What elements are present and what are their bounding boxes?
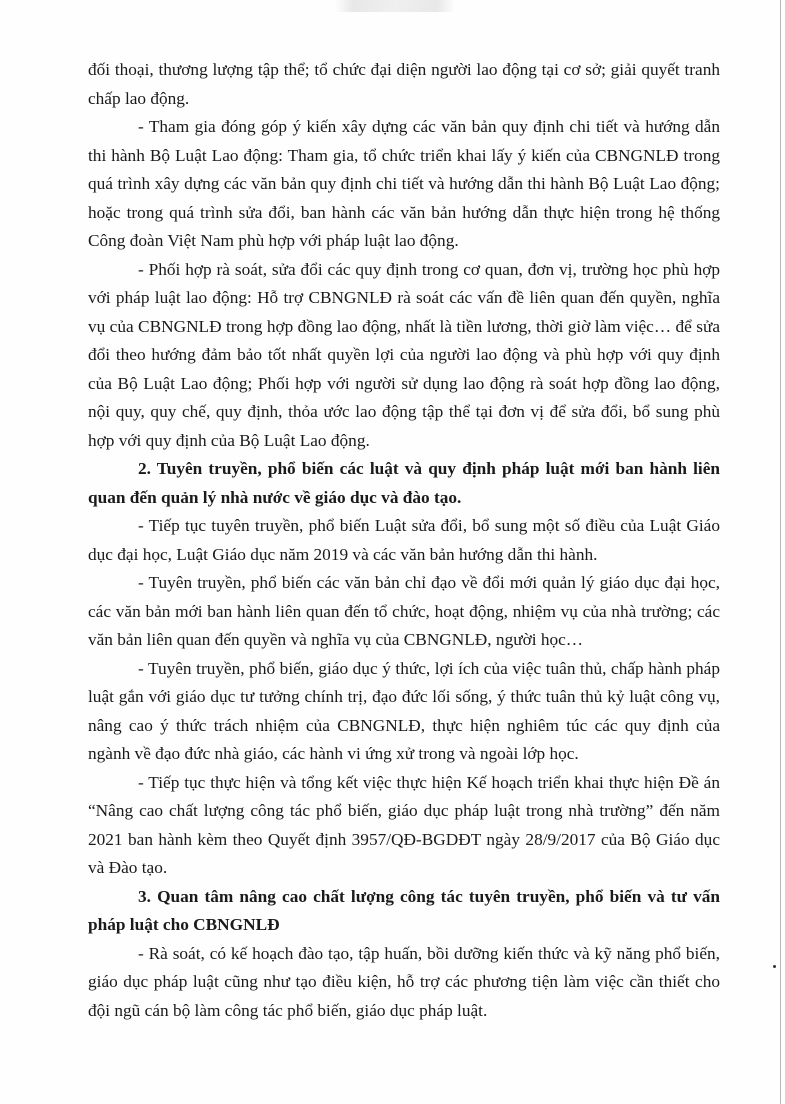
paragraph-project-summary: - Tiếp tục thực hiện và tổng kết việc thực hiện Kế hoạch triển khai thực hiện Đề án “Nâng cao chất lượng công tác phổ biến, giáo dục pháp luật trong nhà trường” đến năm 2021 ban hành kèm theo Quyết định 3957/QĐ-BGDĐT ngày 28/9/2017 của Bộ Giáo dục và Đào tạo. (88, 772, 720, 877)
section-heading-3: 3. Quan tâm nâng cao chất lượng công tác tuyên truyền, phổ biến và tư vấn pháp luật cho CBNGNLĐ (88, 886, 720, 934)
scan-smudge (335, 0, 455, 12)
paragraph-labor-law-feedback: - Tham gia đóng góp ý kiến xây dựng các văn bản quy định chi tiết và hướng dẫn thi hành Bộ Luật Lao động: Tham gia, tổ chức triển khai lấy ý kiến của CBNGNLĐ trong quá trình xây dựng các văn bản quy định chi tiết và hướng dẫn thi hành Bộ Luật Lao động; hoặc trong quá trình sửa đổi, ban hành các văn bản hướng dẫn thực hiện trong hệ thống Công đoàn Việt Nam phù hợp với pháp luật lao động. (88, 117, 720, 250)
scan-mark (773, 965, 776, 968)
paragraph-training-plan: - Rà soát, có kế hoạch đào tạo, tập huấn, bồi dưỡng kiến thức và kỹ năng phổ biến, giáo dục pháp luật cũng như tạo điều kiện, hỗ trợ các phương tiện làm việc cần thiết cho đội ngũ cán bộ làm công tác phổ biến, giáo dục pháp luật. (88, 943, 720, 1020)
paragraph-compliance-education: - Tuyên truyền, phổ biến, giáo dục ý thức, lợi ích của việc tuân thủ, chấp hành pháp luật gắn với giáo dục tư tưởng chính trị, đạo đức lối sống, ý thức tuân thủ kỷ luật công vụ, nâng cao ý thức trách nhiệm của CBNGNLĐ, thực hiện nghiêm túc các quy định của ngành về đạo đức nhà giáo, các hành vi ứng xử trong và ngoài lớp học. (88, 658, 720, 763)
paragraph-continuation: đối thoại, thương lượng tập thể; tổ chức đại diện người lao động tại cơ sở; giải quyết tranh chấp lao động. (88, 60, 720, 108)
paragraph-regulation-review: - Phối hợp rà soát, sửa đổi các quy định trong cơ quan, đơn vị, trường học phù hợp với pháp luật lao động: Hỗ trợ CBNGNLĐ rà soát các vấn đề liên quan đến quyền, nghĩa vụ của CBNGNLĐ trong hợp đồng lao động, nhất là tiền lương, thời giờ làm việc… để sửa đổi theo hướng đảm bảo tốt nhất quyền lợi của người lao động và phù hợp với quy định của Bộ Luật Lao động; Phối hợp với người sử dụng lao động rà soát hợp đồng lao động, nội quy, quy chế, quy định, thỏa ước lao động tập thể tại đơn vị để sửa đổi, bổ sung phù hợp với quy định của Bộ Luật Lao động. (88, 259, 720, 450)
document-body (88, 56, 720, 1025)
paragraph-education-law: - Tiếp tục tuyên truyền, phổ biến Luật sửa đổi, bổ sung một số điều của Luật Giáo dục đại học, Luật Giáo dục năm 2019 và các văn bản hướng dẫn thi hành. (88, 516, 720, 564)
paragraph-management-docs: - Tuyên truyền, phổ biến các văn bản chỉ đạo về đổi mới quản lý giáo dục đại học, các văn bản mới ban hành liên quan đến tổ chức, hoạt động, nhiệm vụ của nhà trường; các văn bản liên quan đến quyền và nghĩa vụ của CBNGNLĐ, người học… (88, 573, 720, 649)
section-heading-2: 2. Tuyên truyền, phổ biến các luật và quy định pháp luật mới ban hành liên quan đến quản lý nhà nước về giáo dục và đào tạo. (88, 459, 720, 507)
page-edge (780, 0, 781, 1104)
